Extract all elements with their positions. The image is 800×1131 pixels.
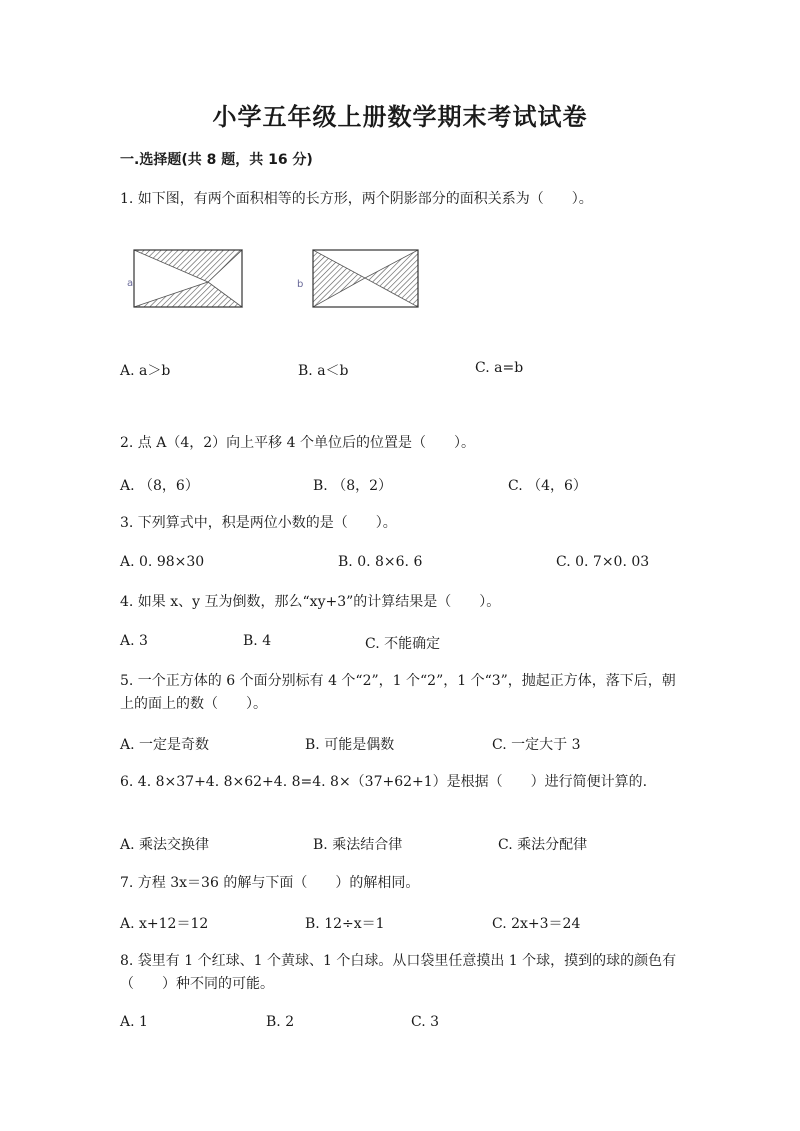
question-7-option-a: A. x+12＝12 <box>120 916 209 932</box>
section-heading: 一.选择题(共 8 题，共 16 分) <box>120 152 313 168</box>
question-4-option-b: B. 4 <box>243 633 272 649</box>
question-2-option-c: C. （4，6） <box>508 478 587 494</box>
rectangle-b <box>313 250 418 307</box>
question-1-option-c: C. a=b <box>475 360 524 376</box>
question-3-stem: 3. 下列算式中，积是两位小数的是（ ）。 <box>120 515 397 531</box>
question-8-option-a: A. 1 <box>120 1014 148 1030</box>
question-5-option-c: C. 一定大于 3 <box>492 737 581 753</box>
question-7-stem: 7. 方程 3x＝36 的解与下面（ ）的解相同。 <box>120 875 420 891</box>
question-4-option-c: C. 不能确定 <box>365 636 441 652</box>
question-1-option-a: A. a＞b <box>120 363 171 379</box>
question-6-option-b: B. 乘法结合律 <box>313 837 403 853</box>
question-7-option-c: C. 2x+3＝24 <box>492 916 581 932</box>
question-8-option-c: C. 3 <box>411 1014 440 1030</box>
question-6-stem: 6. 4. 8×37+4. 8×62+4. 8=4. 8×（37+62+1）是根据（ ）进行简便计算的. <box>120 774 648 790</box>
question-3-option-c: C. 0. 7×0. 03 <box>556 554 650 570</box>
question-8-option-b: B. 2 <box>266 1014 295 1030</box>
question-3-option-a: A. 0. 98×30 <box>120 554 205 570</box>
question-6-option-c: C. 乘法分配律 <box>498 837 588 853</box>
question-2-option-a: A. （8，6） <box>120 478 199 494</box>
question-7-option-b: B. 12÷x＝1 <box>305 916 385 932</box>
rectangle-a <box>134 250 242 307</box>
question-2-stem: 2. 点 A（4，2）向上平移 4 个单位后的位置是（ ）。 <box>120 435 475 451</box>
question-4-stem: 4. 如果 x、y 互为倒数，那么“xy+3”的计算结果是（ ）。 <box>120 594 501 610</box>
question-5-option-a: A. 一定是奇数 <box>120 737 210 753</box>
question-3-option-b: B. 0. 8×6. 6 <box>338 554 423 570</box>
question-4-option-a: A. 3 <box>120 633 148 649</box>
question-1-option-b: B. a＜b <box>298 363 349 379</box>
question-2-option-b: B. （8，2） <box>313 478 393 494</box>
figure-label-a: a <box>127 278 134 289</box>
page-title: 小学五年级上册数学期末考试试卷 <box>212 103 588 131</box>
question-5-option-b: B. 可能是偶数 <box>305 737 395 753</box>
question-6-option-a: A. 乘法交换律 <box>120 837 210 853</box>
question-5-stem: 5. 一个正方体的 6 个面分别标有 4 个“2”，1 个“2”，1 个“3”，抛起正方体，落下后，朝上的面上的数（ ）。 <box>120 673 676 712</box>
question-1-figure <box>120 240 430 320</box>
question-8-stem: 8. 袋里有 1 个红球、1 个黄球、1 个白球。从口袋里任意摸出 1 个球，摸到的球的颜色有（ ）种不同的可能。 <box>120 953 677 992</box>
question-1-stem: 1. 如下图，有两个面积相等的长方形，两个阴影部分的面积关系为（ ）。 <box>120 191 593 207</box>
figure-label-b: b <box>297 279 304 290</box>
